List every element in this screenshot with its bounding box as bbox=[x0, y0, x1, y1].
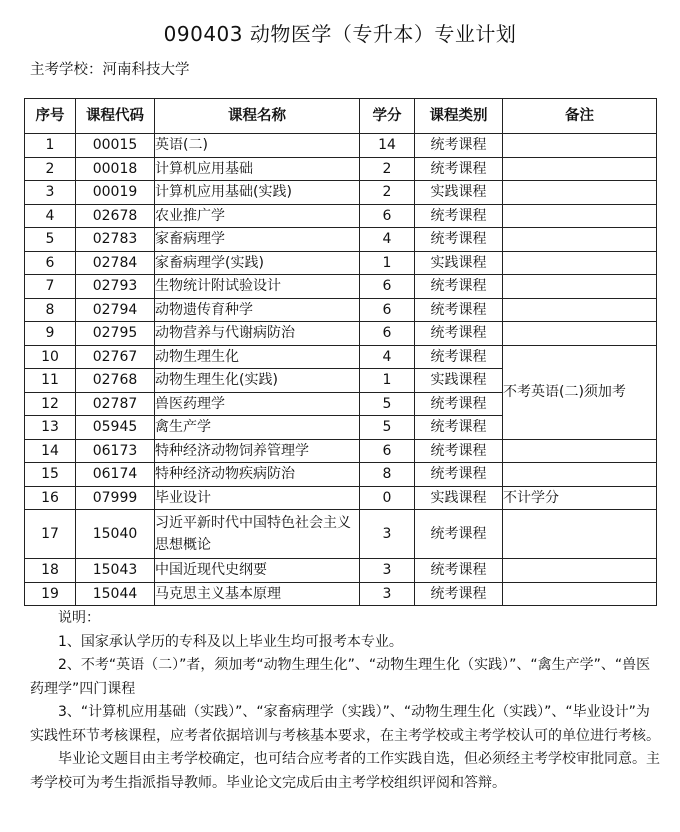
table-row bbox=[25, 559, 657, 583]
cell-code: 02795 bbox=[76, 322, 155, 346]
cell-credit: 6 bbox=[360, 298, 415, 322]
cell-type: 实践课程 bbox=[415, 251, 503, 275]
table-row bbox=[25, 345, 657, 369]
cell-type: 统考课程 bbox=[415, 228, 503, 252]
cell-name: 计算机应用基础 bbox=[155, 157, 360, 181]
cell-code: 15044 bbox=[76, 582, 155, 606]
cell-credit: 5 bbox=[360, 392, 415, 416]
cell-code: 02787 bbox=[76, 392, 155, 416]
cell-no: 10 bbox=[25, 345, 76, 369]
cell-remark bbox=[503, 204, 657, 228]
cell-type: 统考课程 bbox=[415, 275, 503, 299]
cell-name: 动物遗传育种学 bbox=[155, 298, 360, 322]
cell-type: 统考课程 bbox=[415, 463, 503, 487]
cell-remark bbox=[503, 559, 657, 583]
cell-type: 统考课程 bbox=[415, 392, 503, 416]
cell-name: 家畜病理学(实践) bbox=[155, 251, 360, 275]
cell-name: 特种经济动物疾病防治 bbox=[155, 463, 360, 487]
cell-name: 生物统计附试验设计 bbox=[155, 275, 360, 299]
cell-code: 02794 bbox=[76, 298, 155, 322]
cell-name: 禽生产学 bbox=[155, 416, 360, 440]
cell-code: 06174 bbox=[76, 463, 155, 487]
cell-code: 15040 bbox=[76, 510, 155, 559]
cell-no: 18 bbox=[25, 559, 76, 583]
cell-no: 15 bbox=[25, 463, 76, 487]
table-header-row bbox=[25, 99, 657, 134]
cell-code: 02793 bbox=[76, 275, 155, 299]
cell-name: 农业推广学 bbox=[155, 204, 360, 228]
cell-credit: 6 bbox=[360, 322, 415, 346]
cell-no: 3 bbox=[25, 181, 76, 205]
header-credit: 学分 bbox=[360, 99, 415, 134]
table-row bbox=[25, 486, 657, 510]
cell-no: 9 bbox=[25, 322, 76, 346]
cell-code: 02678 bbox=[76, 204, 155, 228]
cell-credit: 6 bbox=[360, 204, 415, 228]
page-title: 090403 动物医学（专升本）专业计划 bbox=[163, 22, 517, 46]
cell-name: 习近平新时代中国特色社会主义思想概论 bbox=[155, 510, 360, 559]
cell-name: 中国近现代史纲要 bbox=[155, 559, 360, 583]
cell-type: 实践课程 bbox=[415, 369, 503, 393]
table-row bbox=[25, 439, 657, 463]
header-code: 课程代码 bbox=[76, 99, 155, 134]
cell-credit: 5 bbox=[360, 416, 415, 440]
cell-code: 02783 bbox=[76, 228, 155, 252]
cell-name: 毕业设计 bbox=[155, 486, 360, 510]
cell-no: 19 bbox=[25, 582, 76, 606]
cell-credit: 14 bbox=[360, 134, 415, 158]
cell-credit: 1 bbox=[360, 251, 415, 275]
cell-type: 统考课程 bbox=[415, 510, 503, 559]
cell-code: 06173 bbox=[76, 439, 155, 463]
cell-credit: 8 bbox=[360, 463, 415, 487]
cell-credit: 2 bbox=[360, 181, 415, 205]
cell-credit: 0 bbox=[360, 486, 415, 510]
cell-no: 13 bbox=[25, 416, 76, 440]
cell-code: 00019 bbox=[76, 181, 155, 205]
note-item: 3、“计算机应用基础（实践）”、“家畜病理学（实践）”、“动物生理生化（实践）”、“毕业设计”为实践性环节考核课程，应考者依据培训与考核基本要求，在主考学校或主考学校认可的单位进行考核。 bbox=[30, 704, 660, 744]
note-item: 1、国家承认学历的专科及以上毕业生均可报考本专业。 bbox=[58, 633, 403, 650]
cell-credit: 3 bbox=[360, 582, 415, 606]
cell-type: 统考课程 bbox=[415, 322, 503, 346]
cell-no: 11 bbox=[25, 369, 76, 393]
table-row bbox=[25, 204, 657, 228]
table-row bbox=[25, 134, 657, 158]
cell-credit: 3 bbox=[360, 559, 415, 583]
table-row bbox=[25, 582, 657, 606]
table-row bbox=[25, 298, 657, 322]
cell-remark bbox=[503, 251, 657, 275]
header-name: 课程名称 bbox=[155, 99, 360, 134]
course-plan-table bbox=[24, 98, 657, 606]
cell-remark bbox=[503, 275, 657, 299]
notes-section bbox=[30, 607, 662, 795]
cell-remark bbox=[503, 439, 657, 463]
cell-remark-no-credit: 不计学分 bbox=[503, 486, 657, 510]
cell-no: 17 bbox=[25, 510, 76, 559]
cell-credit: 6 bbox=[360, 275, 415, 299]
table-row bbox=[25, 510, 657, 559]
table-row bbox=[25, 463, 657, 487]
cell-code: 00015 bbox=[76, 134, 155, 158]
cell-name: 家畜病理学 bbox=[155, 228, 360, 252]
table-row bbox=[25, 322, 657, 346]
cell-name: 兽医药理学 bbox=[155, 392, 360, 416]
table-row bbox=[25, 181, 657, 205]
cell-credit: 2 bbox=[360, 157, 415, 181]
cell-remark bbox=[503, 322, 657, 346]
cell-type: 统考课程 bbox=[415, 134, 503, 158]
cell-no: 12 bbox=[25, 392, 76, 416]
header-remark: 备注 bbox=[503, 99, 657, 134]
cell-name: 动物营养与代谢病防治 bbox=[155, 322, 360, 346]
school-line: 主考学校：河南科技大学 bbox=[30, 62, 190, 78]
cell-type: 统考课程 bbox=[415, 157, 503, 181]
cell-remark bbox=[503, 463, 657, 487]
cell-no: 5 bbox=[25, 228, 76, 252]
cell-type: 统考课程 bbox=[415, 204, 503, 228]
cell-name: 动物生理生化(实践) bbox=[155, 369, 360, 393]
cell-type: 统考课程 bbox=[415, 439, 503, 463]
cell-remark bbox=[503, 582, 657, 606]
table-row bbox=[25, 251, 657, 275]
cell-name: 英语(二) bbox=[155, 134, 360, 158]
cell-remark bbox=[503, 298, 657, 322]
cell-no: 6 bbox=[25, 251, 76, 275]
cell-code: 00018 bbox=[76, 157, 155, 181]
cell-no: 16 bbox=[25, 486, 76, 510]
cell-code: 07999 bbox=[76, 486, 155, 510]
cell-code: 02768 bbox=[76, 369, 155, 393]
cell-no: 2 bbox=[25, 157, 76, 181]
cell-remark bbox=[503, 157, 657, 181]
table-row bbox=[25, 275, 657, 299]
cell-remark bbox=[503, 510, 657, 559]
cell-no: 14 bbox=[25, 439, 76, 463]
note-item: 毕业论文题目由主考学校确定，也可结合应考者的工作实践自选，但必须经主考学校审批同意。主考学校可为考生指派指导教师。毕业论文完成后由主考学校组织评阅和答辩。 bbox=[30, 751, 660, 791]
cell-remark bbox=[503, 181, 657, 205]
table-row bbox=[25, 157, 657, 181]
cell-remark bbox=[503, 228, 657, 252]
table-row bbox=[25, 228, 657, 252]
cell-name: 计算机应用基础(实践) bbox=[155, 181, 360, 205]
header-no: 序号 bbox=[25, 99, 76, 134]
cell-name: 特种经济动物饲养管理学 bbox=[155, 439, 360, 463]
cell-name: 动物生理生化 bbox=[155, 345, 360, 369]
cell-credit: 3 bbox=[360, 510, 415, 559]
cell-type: 实践课程 bbox=[415, 181, 503, 205]
cell-credit: 6 bbox=[360, 439, 415, 463]
cell-type: 统考课程 bbox=[415, 559, 503, 583]
cell-type: 统考课程 bbox=[415, 582, 503, 606]
cell-type: 实践课程 bbox=[415, 486, 503, 510]
cell-code: 15043 bbox=[76, 559, 155, 583]
cell-code: 02767 bbox=[76, 345, 155, 369]
cell-type: 统考课程 bbox=[415, 298, 503, 322]
cell-no: 4 bbox=[25, 204, 76, 228]
cell-code: 05945 bbox=[76, 416, 155, 440]
cell-type: 统考课程 bbox=[415, 345, 503, 369]
header-type: 课程类别 bbox=[415, 99, 503, 134]
cell-no: 7 bbox=[25, 275, 76, 299]
cell-no: 1 bbox=[25, 134, 76, 158]
cell-remark bbox=[503, 134, 657, 158]
cell-credit: 1 bbox=[360, 369, 415, 393]
cell-type: 统考课程 bbox=[415, 416, 503, 440]
cell-credit: 4 bbox=[360, 228, 415, 252]
cell-remark-extra-exam: 不考英语(二)须加考 bbox=[503, 345, 657, 439]
cell-no: 8 bbox=[25, 298, 76, 322]
cell-code: 02784 bbox=[76, 251, 155, 275]
notes-heading: 说明： bbox=[58, 610, 100, 626]
note-item: 2、不考“英语（二）”者，须加考“动物生理生化”、“动物生理生化（实践）”、“禽生产学”、“兽医药理学”四门课程 bbox=[30, 657, 651, 697]
cell-name: 马克思主义基本原理 bbox=[155, 582, 360, 606]
cell-credit: 4 bbox=[360, 345, 415, 369]
